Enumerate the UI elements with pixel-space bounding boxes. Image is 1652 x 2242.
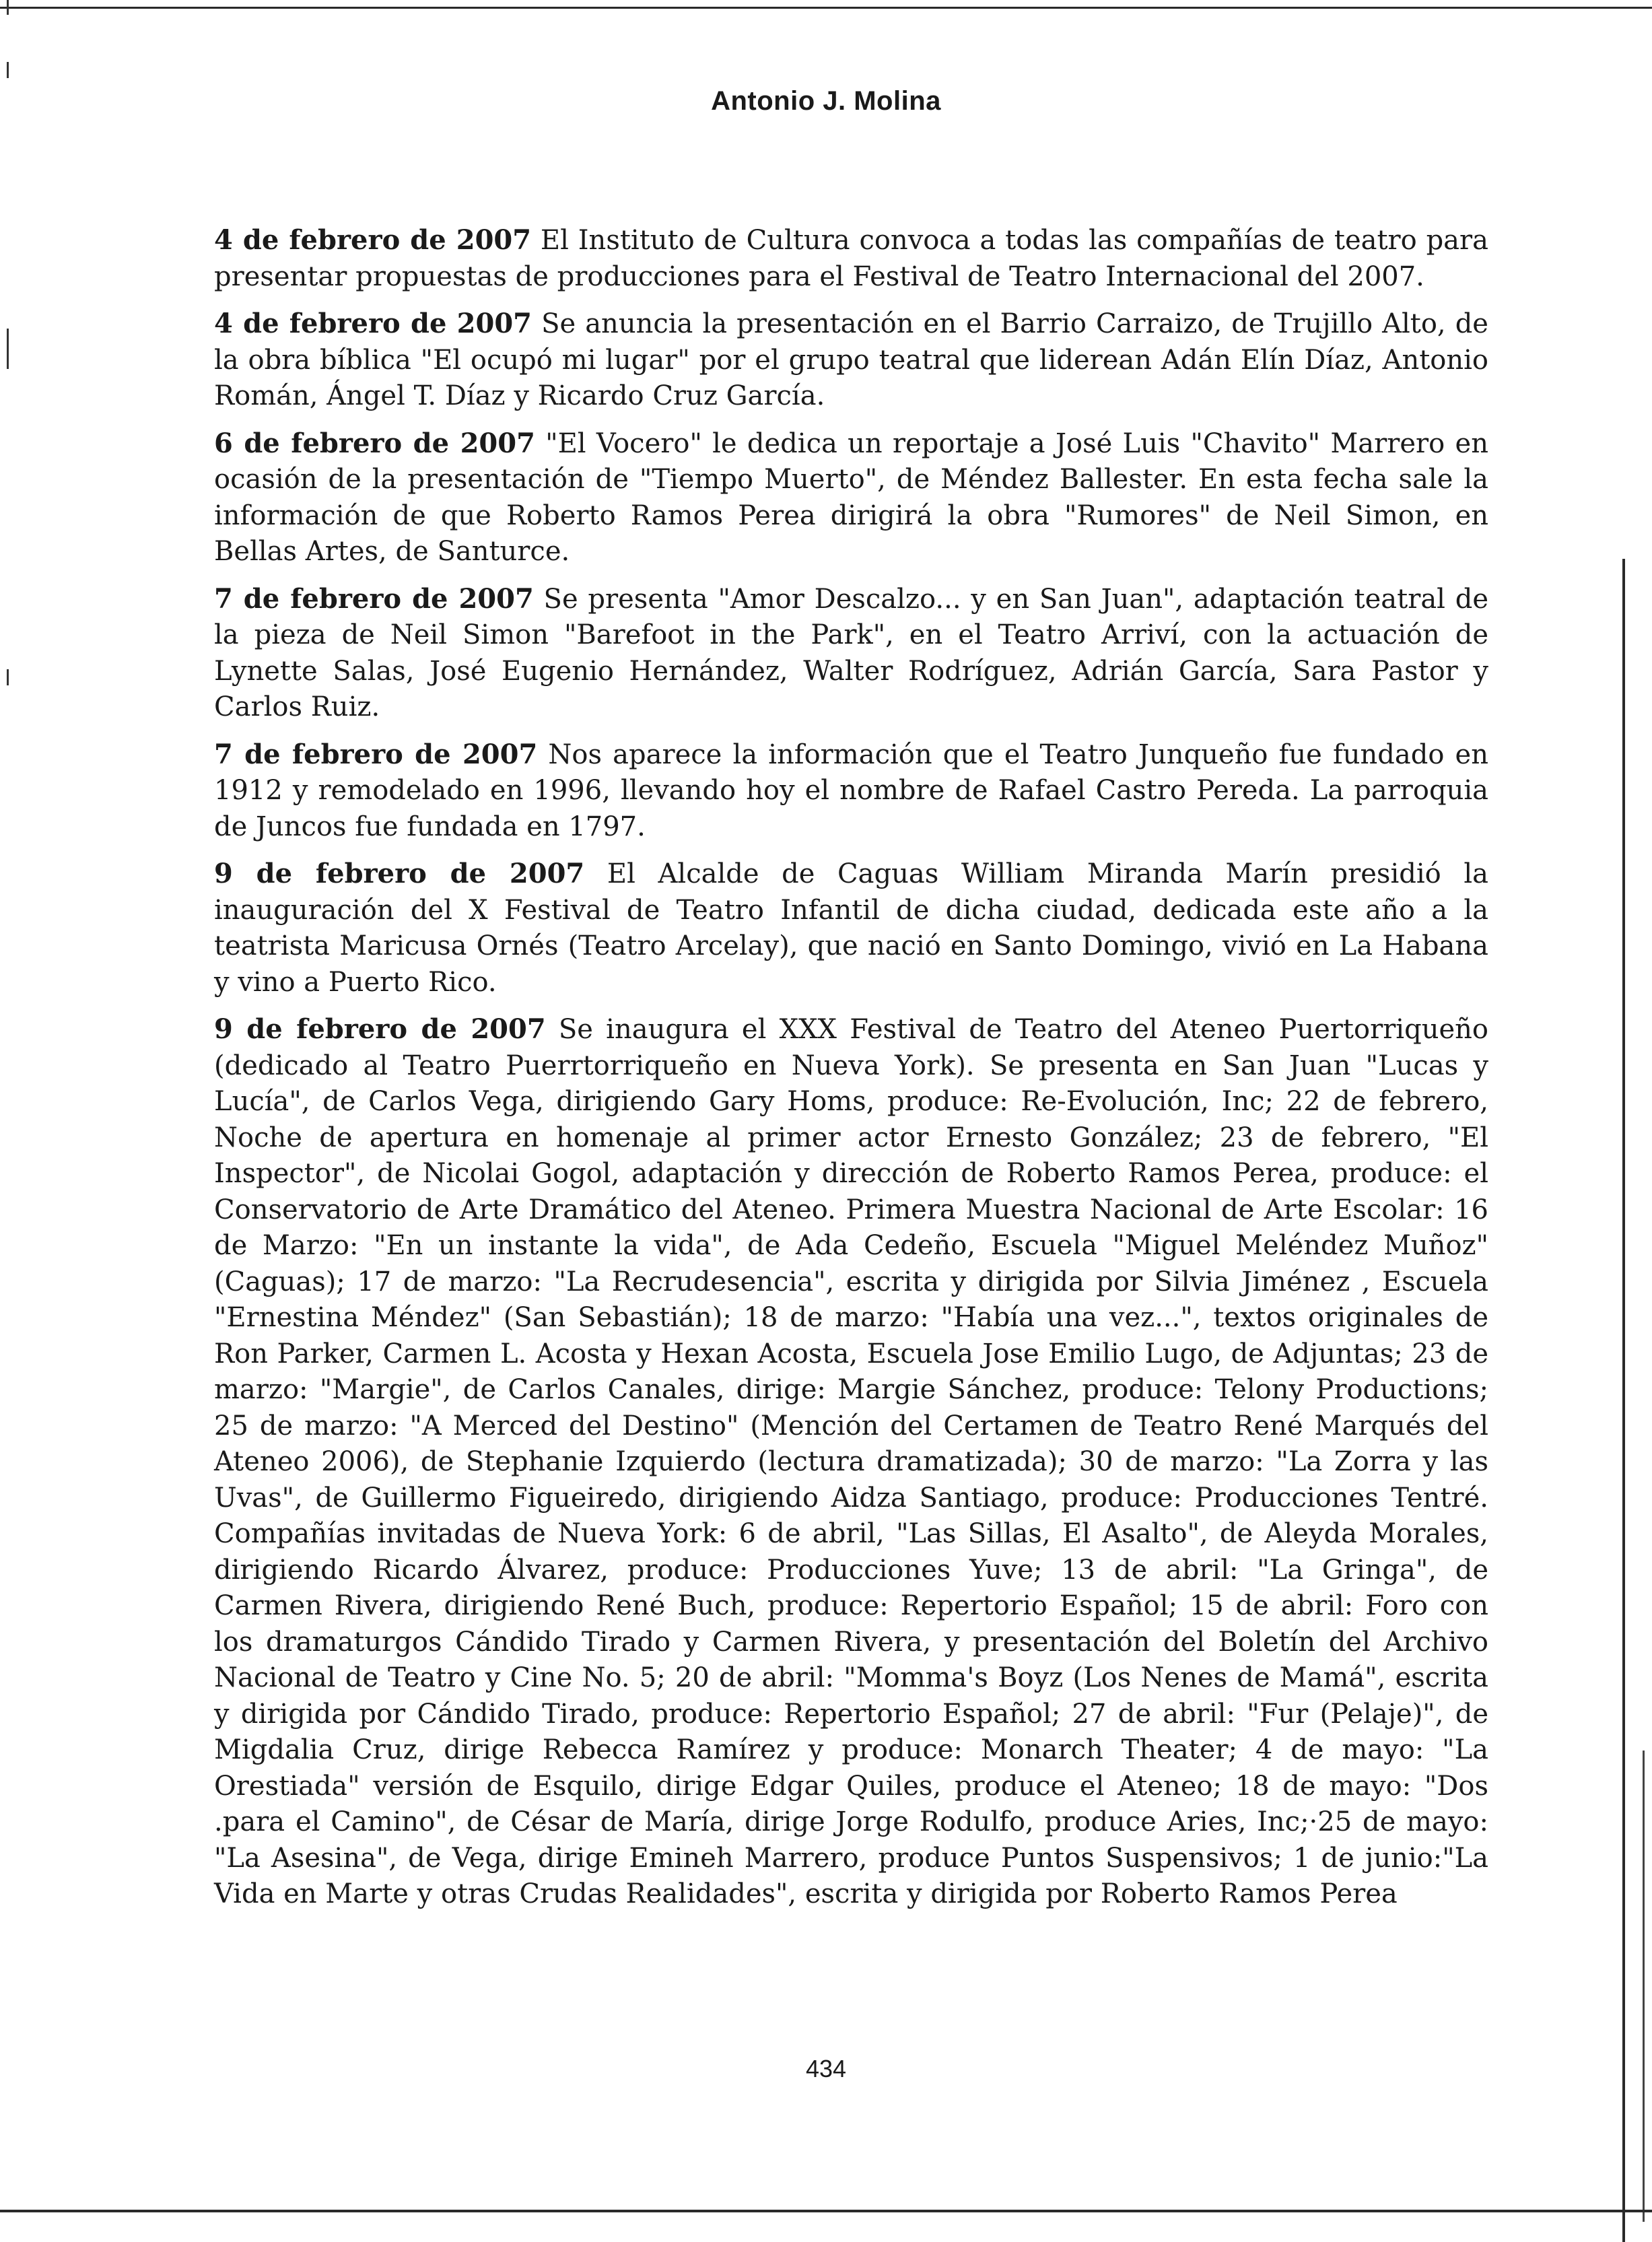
entry-date: 9 de febrero de 2007: [214, 1013, 546, 1045]
entry-date: 4 de febrero de 2007: [214, 308, 532, 339]
entry-date: 6 de febrero de 2007: [214, 427, 535, 459]
scan-mark: [7, 62, 9, 78]
entry-date: 4 de febrero de 2007: [214, 224, 532, 256]
chronology-body: [214, 222, 1488, 1924]
entry-text: "El Vocero" le dedica un reportaje a José Luis "Chavito" Marrero en ocasión de la presentación de "Tiempo Muerto", de Méndez Ballester. En esta fecha sale la información de que Roberto Ramos Perea dirigirá la obra "Rumores" de Neil Simon, en Bellas Artes, de Santurce.: [214, 428, 1488, 567]
chronology-entry: [214, 1011, 1488, 1913]
scan-mark: [7, 329, 9, 369]
entry-text: Nos aparece la información que el Teatro Junqueño fue fundado en 1912 y remodelado en 1996, llevando hoy el nombre de Rafael Castro Pereda. La parroquia de Juncos fue fundada en 1797.: [214, 739, 1488, 842]
scan-mark: [7, 669, 9, 685]
chronology-entry: [214, 306, 1488, 415]
scan-border-right: [1622, 559, 1625, 2242]
chronology-entry: [214, 581, 1488, 726]
scan-border-right: [1643, 1751, 1645, 2222]
scan-border-bottom: [0, 2210, 1652, 2212]
entry-date: 7 de febrero de 2007: [214, 582, 534, 615]
chronology-entry: [214, 426, 1488, 570]
entry-text: El Instituto de Cultura convoca a todas las compañías de teatro para presentar propuestas de producciones para el Festival de Teatro Internacional del 2007.: [214, 225, 1488, 292]
entry-text: El Alcalde de Caguas William Miranda Marín presidió la inauguración del X Festival de Teatro Infantil de dicha ciudad, dedicada este año a la teatrista Maricusa Ornés (Teatro Arcelay), que nació en Santo Domingo, vivió en La Habana y vino a Puerto Rico.: [214, 858, 1488, 998]
scan-border-top: [0, 7, 1652, 9]
entry-text: Se presenta "Amor Descalzo... y en San Juan", adaptación teatral de la pieza de Neil Simon "Barefoot in the Park", en el Teatro Arriví, con la actuación de Lynette Salas, José Eugenio Hernández, Walter Rodríguez, Adrián García, Sara Pastor y Carlos Ruiz.: [214, 583, 1488, 722]
chronology-entry: [214, 737, 1488, 846]
entry-date: 9 de febrero de 2007: [214, 858, 585, 889]
page-number: 434: [805, 2055, 847, 2082]
scan-mark: [7, 0, 9, 15]
entry-date: 7 de febrero de 2007: [214, 738, 538, 770]
chronology-entry: [214, 222, 1488, 295]
entry-text: Se anuncia la presentación en el Barrio Carraizo, de Trujillo Alto, de la obra bíblica "El ocupó mi lugar" por el grupo teatral que liderean Adán Elín Díaz, Antonio Román, Ángel T. Díaz y Ricardo Cruz García.: [214, 308, 1488, 411]
running-head: Antonio J. Molina: [711, 86, 941, 116]
entry-text: Se inaugura el XXX Festival de Teatro del Ateneo Puertorriqueño (dedicado al Teatro Puerrtorriqueño en Nueva York). Se presenta en San Juan "Lucas y Lucía", de Carlos Vega, dirigiendo Gary Homs, produce: Re-Evolución, Inc; 22 de febrero, Noche de apertura en homenaje al primer actor Ernesto González; 23 de febrero, "El Inspector", de Nicolai Gogol, adaptación y dirección de Roberto Ramos Perea, produce: el Conservatorio de Arte Dramático del Ateneo. Primera Muestra Nacional de Arte Escolar: 16 de Marzo: "En un instante la vida", de Ada Cedeño, Escuela "Miguel Meléndez Muñoz" (Caguas); 17 de marzo: "La Recrudesencia", escrita y dirigida por Silvia Jiménez , Escuela "Ernestina Méndez" (San Sebastián); 18 de marzo: "Había una vez...", textos originales de Ron Parker, Carmen L. Acosta y Hexan Acosta, Escuela Jose Emilio Lugo, de Adjuntas; 23 de marzo: "Margie", de Carlos Canales, dirige: Margie Sánchez, produce: Telony Productions; 25 de marzo: "A Merced del Destino" (Mención del Certamen de Teatro René Marqués del Ateneo 2006), de Stephanie Izquierdo (lectura dramatizada); 30 de marzo: "La Zorra y las Uvas", de Guillermo Figueiredo, dirigiendo Aidza Santiago, produce: Producciones Tentré. Compañías invitadas de Nueva York: 6 de abril, "Las Sillas, El Asalto", de Aleyda Morales, dirigiendo Ricardo Álvarez, produce: Producciones Yuve; 13 de abril: "La Gringa", de Carmen Rivera, dirigiendo René Buch, produce: Repertorio Español; 15 de abril: Foro con los dramaturgos Cándido Tirado y Carmen Rivera, y presentación del Boletín del Archivo Nacional de Teatro y Cine No. 5; 20 de abril: "Momma's Boyz (Los Nenes de Mamá", escrita y dirigida por Cándido Tirado, produce: Repertorio Español; 27 de abril: "Fur (Pelaje)", de Migdalia Cruz, dirige Rebecca Ramírez y produce: Monarch Theater; 4 de mayo: "La Orestiada" versión de Esquilo, dirige Edgar Quiles, produce el Ateneo; 18 de mayo: "Dos .para el Camino", de César de María, dirige Jorge Rodulfo, produce Aries, Inc;·25 de mayo: "La Asesina", de Vega, dirige Emineh Marrero, produce Puntos Suspensivos; 1 de junio:"La Vida en Marte y otras Crudas Realidades", escrita y dirigida por Roberto Ramos Perea: [214, 1014, 1488, 1909]
chronology-entry: [214, 856, 1488, 1000]
